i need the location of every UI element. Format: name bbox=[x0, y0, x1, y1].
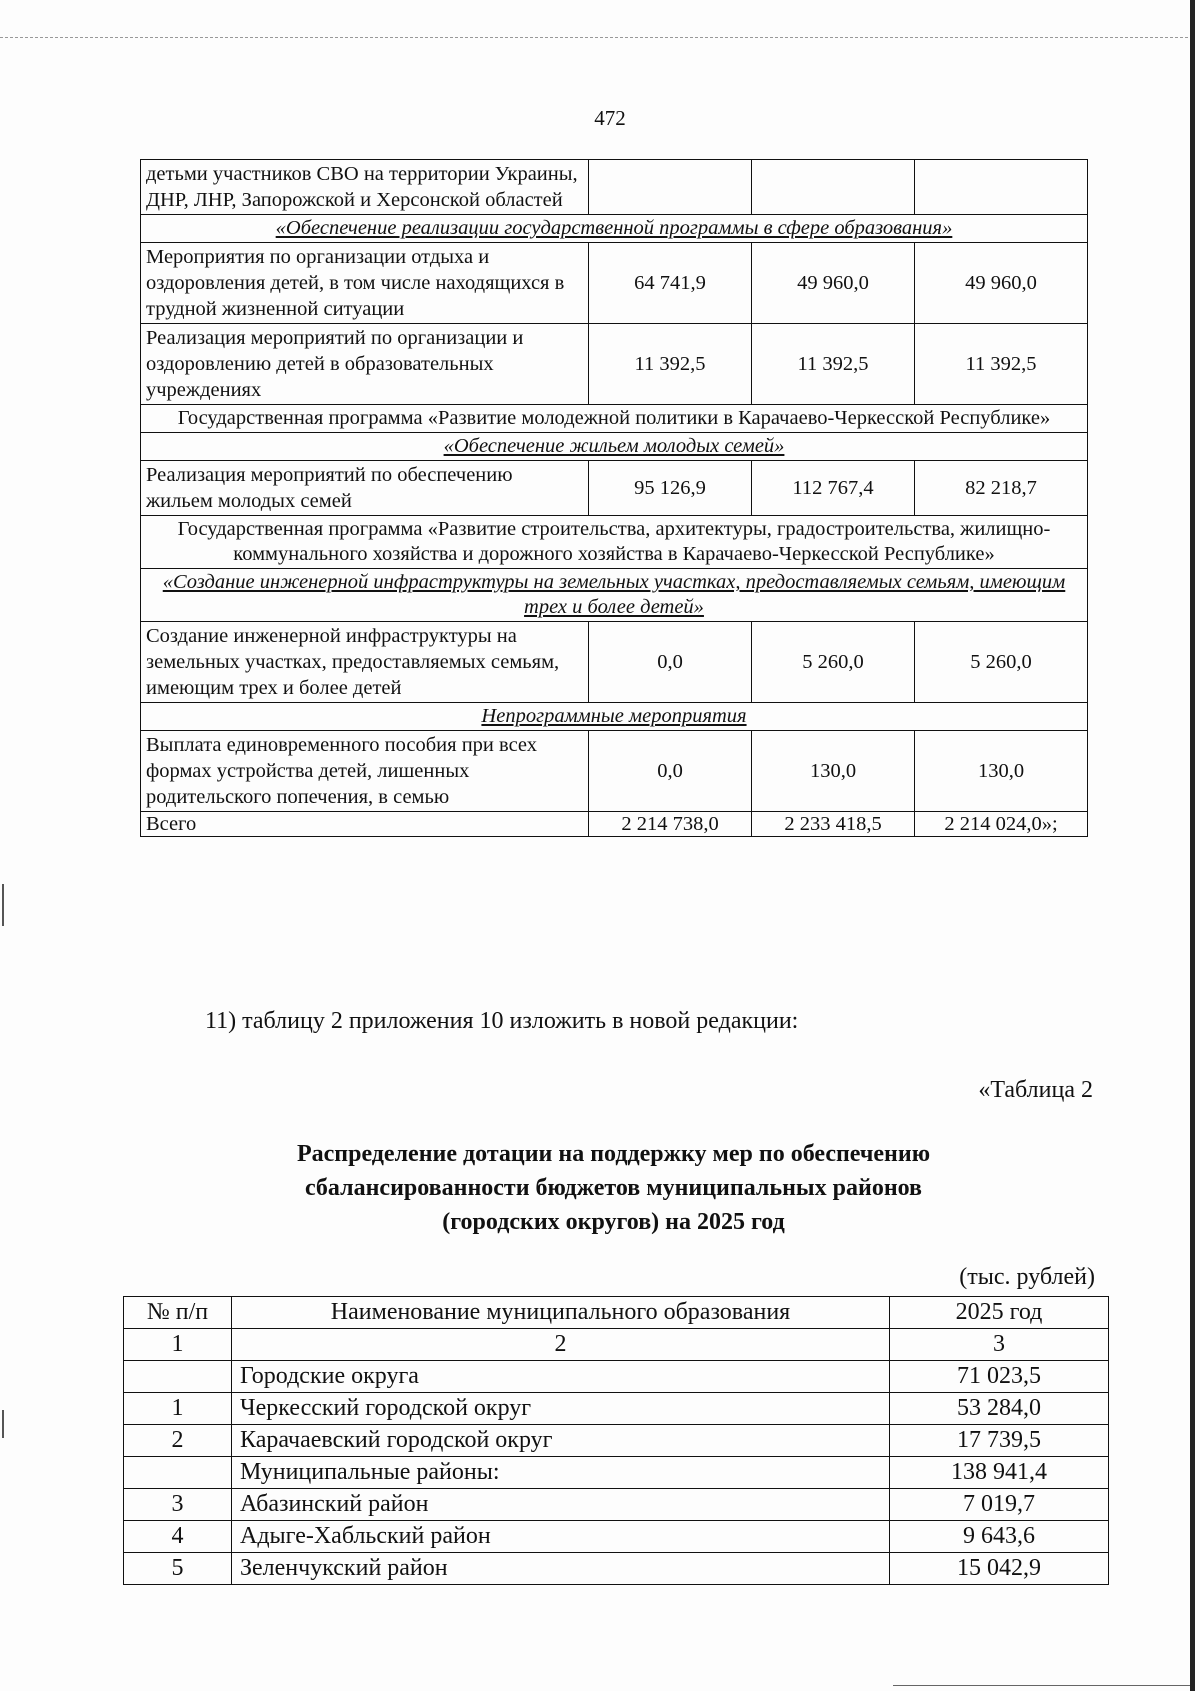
section-heading-text: Государственная программа «Развитие молодежной политики в Карачаево-Черкесской Республике» bbox=[177, 407, 1051, 429]
table-row bbox=[124, 1425, 1109, 1457]
table-row bbox=[141, 243, 1088, 324]
value-cell: 11 392,5 bbox=[589, 324, 752, 405]
section-heading-cell bbox=[141, 405, 1088, 433]
section-heading-cell bbox=[141, 215, 1088, 243]
table-label: «Таблица 2 bbox=[978, 1077, 1093, 1103]
value-cell: 64 741,9 bbox=[589, 243, 752, 324]
value-cell: 82 218,7 bbox=[915, 461, 1088, 516]
row-number-cell: 3 bbox=[124, 1489, 232, 1521]
value-cell: 0,0 bbox=[589, 731, 752, 812]
table-row bbox=[124, 1489, 1109, 1521]
section-heading-cell bbox=[141, 569, 1088, 622]
column-index: 1 bbox=[124, 1329, 232, 1361]
row-name-cell: Выплата единовременного пособия при всех формах устройства детей, лишенных родительского попечения, в семью bbox=[141, 731, 589, 812]
table-row bbox=[124, 1521, 1109, 1553]
value-cell bbox=[752, 160, 915, 215]
scan-right-edge bbox=[1190, 0, 1195, 1691]
column-header-number: № п/п bbox=[124, 1297, 232, 1329]
value-cell: 2 214 738,0 bbox=[589, 812, 752, 837]
row-name-cell: Реализация мероприятий по обеспечению жильем молодых семей bbox=[141, 461, 589, 516]
section-row bbox=[141, 703, 1088, 731]
section-heading-cell bbox=[141, 433, 1088, 461]
amount-cell: 9 643,6 bbox=[890, 1521, 1109, 1553]
table-header-row bbox=[124, 1297, 1109, 1329]
section-row bbox=[141, 516, 1088, 569]
table-row bbox=[141, 324, 1088, 405]
row-number-cell bbox=[124, 1361, 232, 1393]
amount-cell: 17 739,5 bbox=[890, 1425, 1109, 1457]
section-heading-text: «Обеспечение реализации государственной программы в сфере образования» bbox=[275, 217, 953, 239]
page-number: 472 bbox=[594, 106, 626, 130]
row-name-cell: Создание инженерной инфраструктуры на земельных участках, предоставляемых семьям, имеющим трех и более детей bbox=[141, 622, 589, 703]
section-heading-text: «Обеспечение жильем молодых семей» bbox=[443, 435, 785, 457]
row-number-cell: 5 bbox=[124, 1553, 232, 1585]
table-row bbox=[124, 1457, 1109, 1489]
section-row bbox=[141, 215, 1088, 243]
section-heading-text: «Создание инженерной инфраструктуры на земельных участках, предоставляемых семьям, имеющим трех и более детей» bbox=[162, 571, 1066, 618]
value-cell: 11 392,5 bbox=[752, 324, 915, 405]
row-name-cell: Реализация мероприятий по организации и оздоровлению детей в образовательных учреждениях bbox=[141, 324, 589, 405]
row-name-cell: детьми участников СВО на территории Украины, ДНР, ЛНР, Запорожской и Херсонской областей bbox=[141, 160, 589, 215]
section-heading-cell bbox=[141, 516, 1088, 569]
amount-cell: 7 019,7 bbox=[890, 1489, 1109, 1521]
value-cell: 2 214 024,0»; bbox=[915, 812, 1088, 837]
value-cell: 49 960,0 bbox=[915, 243, 1088, 324]
value-cell: 130,0 bbox=[915, 731, 1088, 812]
table-title-line: (городских округов) на 2025 год bbox=[442, 1209, 785, 1235]
value-cell bbox=[915, 160, 1088, 215]
section-heading-text: Непрограммные мероприятия bbox=[481, 705, 747, 727]
column-index: 2 bbox=[232, 1329, 890, 1361]
row-number-cell bbox=[124, 1457, 232, 1489]
row-number-cell: 4 bbox=[124, 1521, 232, 1553]
municipality-name-cell: Черкесский городской округ bbox=[232, 1393, 890, 1425]
row-name-cell: Всего bbox=[141, 812, 589, 837]
table-row bbox=[124, 1361, 1109, 1393]
unit-note: (тыс. рублей) bbox=[959, 1264, 1095, 1290]
section-row bbox=[141, 433, 1088, 461]
row-number-cell: 1 bbox=[124, 1393, 232, 1425]
value-cell: 130,0 bbox=[752, 731, 915, 812]
municipality-name-cell: Городские округа bbox=[232, 1361, 890, 1393]
value-cell: 2 233 418,5 bbox=[752, 812, 915, 837]
scan-bottom-edge-line bbox=[893, 1685, 1190, 1686]
subsidy-distribution-table bbox=[123, 1296, 1109, 1585]
amount-cell: 15 042,9 bbox=[890, 1553, 1109, 1585]
budget-allocation-table-continued bbox=[140, 159, 1088, 837]
value-cell: 95 126,9 bbox=[589, 461, 752, 516]
table-row bbox=[141, 731, 1088, 812]
section-row bbox=[141, 569, 1088, 622]
table-title bbox=[140, 1137, 1087, 1239]
row-number-cell: 2 bbox=[124, 1425, 232, 1457]
scan-top-edge-line bbox=[0, 37, 1188, 38]
total-row bbox=[141, 812, 1088, 837]
municipality-name-cell: Абазинский район bbox=[232, 1489, 890, 1521]
table-title-line: сбалансированности бюджетов муниципальных районов bbox=[304, 1175, 923, 1201]
value-cell: 5 260,0 bbox=[752, 622, 915, 703]
value-cell bbox=[589, 160, 752, 215]
municipality-name-cell: Муниципальные районы: bbox=[232, 1457, 890, 1489]
section-row bbox=[141, 405, 1088, 433]
value-cell: 49 960,0 bbox=[752, 243, 915, 324]
municipality-name-cell: Зеленчукский район bbox=[232, 1553, 890, 1585]
table-row bbox=[124, 1553, 1109, 1585]
column-index-row bbox=[124, 1329, 1109, 1361]
scan-left-mark bbox=[2, 884, 4, 926]
amount-cell: 53 284,0 bbox=[890, 1393, 1109, 1425]
amount-cell: 71 023,5 bbox=[890, 1361, 1109, 1393]
table-row bbox=[141, 622, 1088, 703]
section-heading-cell bbox=[141, 703, 1088, 731]
section-heading-text: Государственная программа «Развитие строительства, архитектуры, градостроительства, жилищно-коммунального хозяйства и дорожного хозяйства в Карачаево-Черкесской Республике» bbox=[177, 518, 1051, 565]
column-header-name: Наименование муниципального образования bbox=[232, 1297, 890, 1329]
column-header-year: 2025 год bbox=[890, 1297, 1109, 1329]
edit-instruction: 11) таблицу 2 приложения 10 изложить в новой редакции: bbox=[205, 1008, 799, 1034]
row-name-cell: Мероприятия по организации отдыха и оздоровления детей, в том числе находящихся в трудной жизненной ситуации bbox=[141, 243, 589, 324]
scan-left-mark bbox=[2, 1410, 4, 1438]
amount-cell: 138 941,4 bbox=[890, 1457, 1109, 1489]
value-cell: 5 260,0 bbox=[915, 622, 1088, 703]
value-cell: 0,0 bbox=[589, 622, 752, 703]
table-row bbox=[141, 461, 1088, 516]
table-title-line: Распределение дотации на поддержку мер по обеспечению bbox=[296, 1141, 931, 1167]
table-row bbox=[141, 160, 1088, 215]
value-cell: 112 767,4 bbox=[752, 461, 915, 516]
column-index: 3 bbox=[890, 1329, 1109, 1361]
municipality-name-cell: Адыге-Хабльский район bbox=[232, 1521, 890, 1553]
municipality-name-cell: Карачаевский городской округ bbox=[232, 1425, 890, 1457]
table-row bbox=[124, 1393, 1109, 1425]
value-cell: 11 392,5 bbox=[915, 324, 1088, 405]
